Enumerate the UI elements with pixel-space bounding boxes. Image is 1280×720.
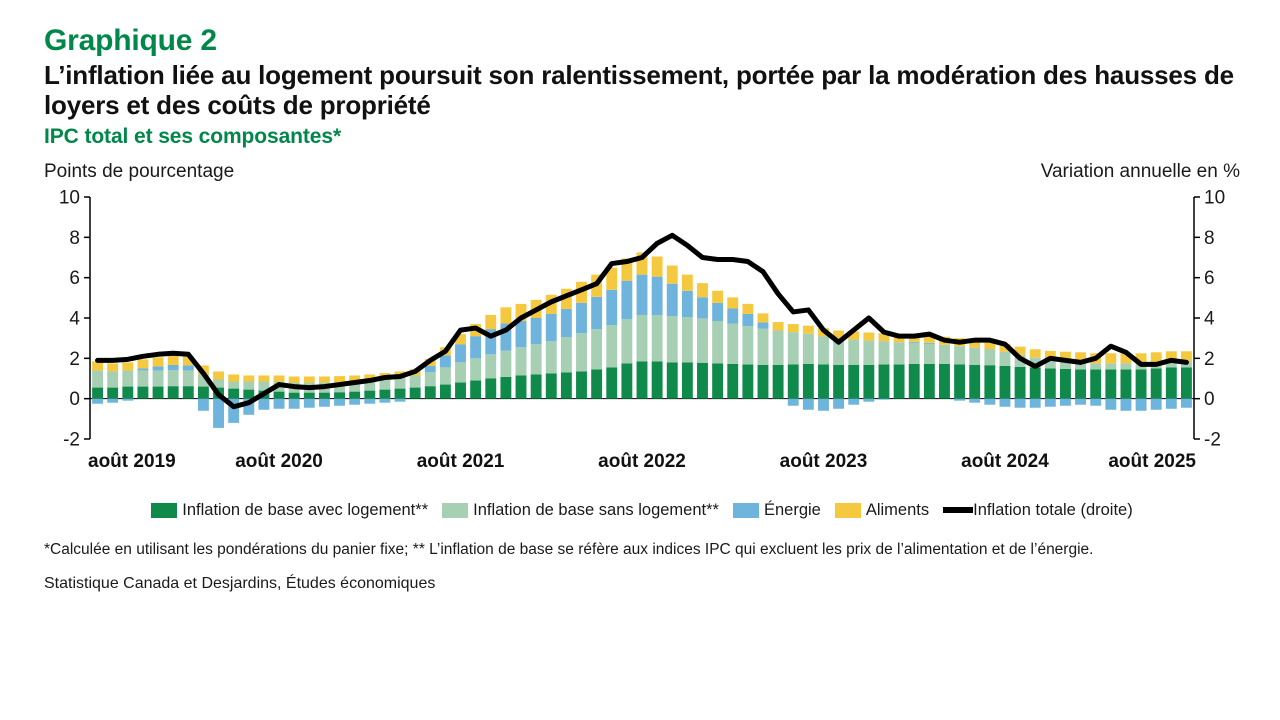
svg-text:2: 2: [1204, 348, 1215, 370]
chart-svg: [44, 187, 1240, 487]
legend-swatch: [835, 503, 861, 518]
svg-text:0: 0: [69, 389, 80, 411]
chart-legend: [44, 501, 1240, 520]
svg-text:8: 8: [1204, 227, 1215, 249]
left-axis-caption: Points de pourcentage: [44, 160, 235, 182]
svg-text:0: 0: [1204, 389, 1215, 411]
svg-text:8: 8: [69, 227, 80, 249]
svg-text:6: 6: [69, 268, 80, 290]
page-title: L’inflation liée au logement poursuit son ralentissement, portée par la modération des hausses de loyers et des coûts de propriété: [44, 59, 1234, 121]
svg-text:10: 10: [58, 187, 80, 209]
chart-source: Statistique Canada et Desjardins, Études économiques: [44, 574, 436, 592]
legend-label-line: Inflation totale (droite): [973, 500, 1133, 519]
chart-number: Graphique 2: [44, 24, 217, 57]
svg-text:août 2024: août 2024: [961, 450, 1049, 472]
legend-item: [442, 501, 719, 520]
legend-item: [733, 501, 821, 520]
chart-plot-area: [44, 187, 1240, 487]
legend-label: Énergie: [763, 500, 821, 519]
svg-text:2: 2: [69, 348, 80, 370]
svg-text:août 2023: août 2023: [779, 450, 868, 472]
legend-swatch-line: [943, 507, 973, 513]
svg-text:août 2021: août 2021: [416, 450, 505, 472]
chart-subtitle: IPC total et ses composantes*: [44, 124, 342, 148]
legend-swatch: [151, 503, 177, 518]
svg-text:4: 4: [1204, 308, 1215, 330]
legend-item: [835, 501, 929, 520]
svg-text:août 2025: août 2025: [1108, 450, 1196, 472]
svg-text:août 2022: août 2022: [598, 450, 686, 472]
axis-captions: [44, 161, 1240, 183]
svg-text:6: 6: [1204, 268, 1215, 290]
legend-item: [151, 501, 428, 520]
svg-text:août 2019: août 2019: [88, 450, 176, 472]
svg-text:4: 4: [69, 308, 80, 330]
svg-text:-2: -2: [1204, 429, 1221, 451]
right-axis-caption: Variation annuelle en %: [1040, 160, 1240, 182]
svg-text:août 2020: août 2020: [235, 450, 323, 472]
svg-text:-2: -2: [63, 429, 80, 451]
legend-label: Inflation de base sans logement**: [473, 500, 719, 519]
chart-footnote: *Calculée en utilisant les pondérations du panier fixe; ** L’inflation de base se réfère aux indices IPC qui excluent les prix de l’alimentation et de l’énergie.: [44, 540, 1094, 558]
legend-item-line: [943, 501, 1133, 520]
legend-swatch: [733, 503, 759, 518]
legend-swatch: [442, 503, 468, 518]
legend-label: Inflation de base avec logement**: [182, 500, 429, 519]
svg-text:10: 10: [1204, 187, 1226, 209]
legend-label: Aliments: [865, 500, 930, 519]
